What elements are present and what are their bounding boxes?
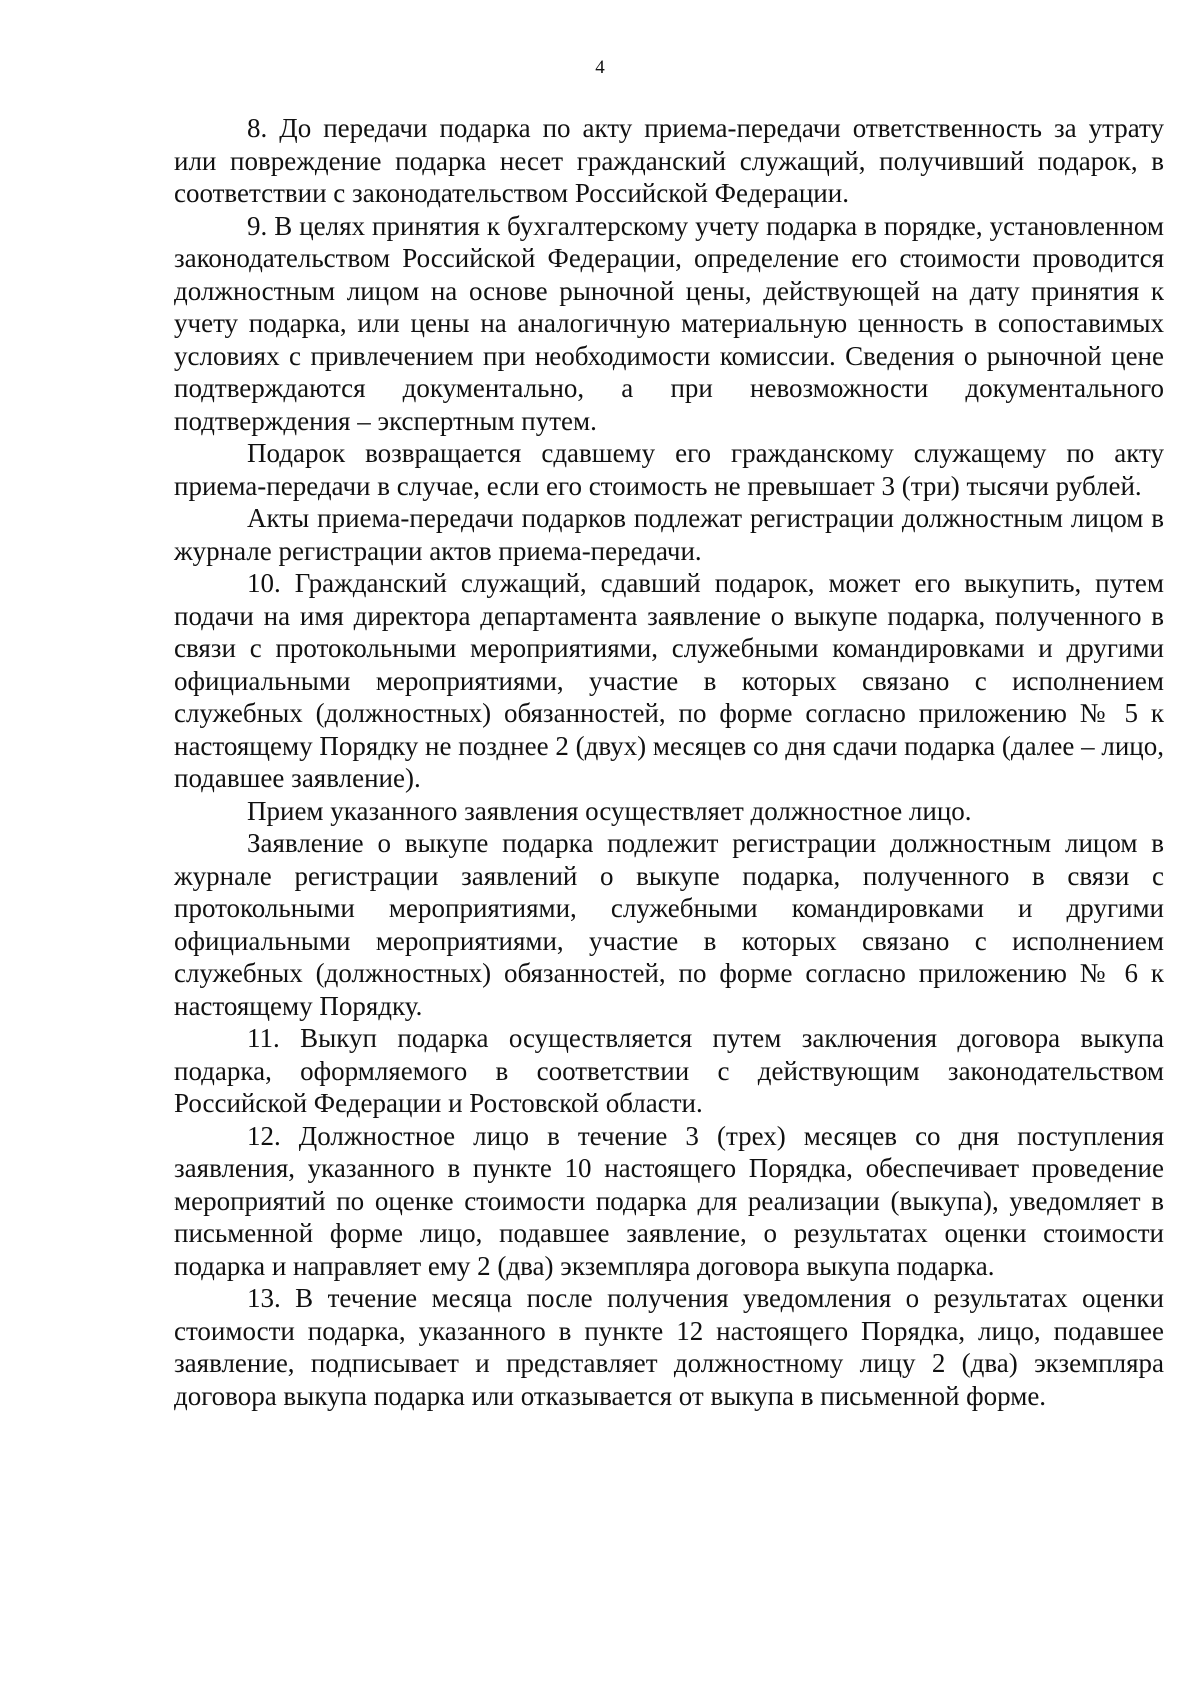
document-body — [174, 112, 1164, 1412]
paragraph-11: 11. Выкуп подарка осуществляется путем заключения договора выкупа подарка, оформляемого в соответствии с действующим законодательством Российской Федерации и Ростовской области. — [174, 1023, 1164, 1118]
paragraph-10: 10. Гражданский служащий, сдавший подарок, может его выкупить, путем подачи на имя директора департамента заявление о выкупе подарка, полученного в связи с протокольными мероприятиями, служебными командировками и другими официальными мероприятиями, участие в которых связано с исполнением служебных (должностных) обязанностей, по форме согласно приложению № 5 к настоящему Порядку не позднее 2 (двух) месяцев со дня сдачи подарка (далее – лицо, подавшее заявление). — [174, 568, 1164, 793]
paragraph-8: 8. До передачи подарка по акту приема-передачи ответственность за утрату или повреждение подарка несет гражданский служащий, получивший подарок, в соответствии с законодательством Российской Федерации. — [174, 113, 1164, 208]
paragraph-application-registration: Заявление о выкупе подарка подлежит регистрации должностным лицом в журнале регистрации заявлений о выкупе подарка, полученного в связи с протокольными мероприятиями, служебными командировками и другими официальными мероприятиями, участие в которых связано с исполнением служебных (должностных) обязанностей, по форме согласно приложению № 6 к настоящему Порядку. — [174, 828, 1164, 1021]
paragraph-application-acceptance: Прием указанного заявления осуществляет должностное лицо. — [247, 795, 972, 826]
page-number: 4 — [595, 57, 605, 78]
paragraph-9: 9. В целях принятия к бухгалтерскому учету подарка в порядке, установленном законодательством Российской Федерации, определение его стоимости проводится должностным лицом на основе рыночной цены, действующей на дату принятия к учету подарка, или цены на аналогичную материальную ценность в сопоставимых условиях с привлечением при необходимости комиссии. Сведения о рыночной цене подтверждаются документально, а при невозможности документального подтверждения – экспертным путем. — [174, 210, 1164, 436]
paragraph-gift-return: Подарок возвращается сдавшему его гражданскому служащему по акту приема-передачи в случае, если его стоимость не превышает 3 (три) тысячи рублей. — [174, 438, 1164, 501]
paragraph-acts-registration: Акты приема-передачи подарков подлежат регистрации должностным лицом в журнале регистрации актов приема-передачи. — [174, 503, 1164, 566]
paragraph-13: 13. В течение месяца после получения уведомления о результатах оценки стоимости подарка, указанного в пункте 12 настоящего Порядка, лицо, подавшее заявление, подписывает и представляет должностному лицу 2 (два) экземпляра договора выкупа подарка или отказывается от выкупа в письменной форме. — [174, 1283, 1164, 1411]
paragraph-12: 12. Должностное лицо в течение 3 (трех) месяцев со дня поступления заявления, указанного в пункте 10 настоящего Порядка, обеспечивает проведение мероприятий по оценке стоимости подарка для реализации (выкупа), уведомляет в письменной форме лицо, подавшее заявление, о результатах оценки стоимости подарка и направляет ему 2 (два) экземпляра договора выкупа подарка. — [174, 1120, 1164, 1281]
